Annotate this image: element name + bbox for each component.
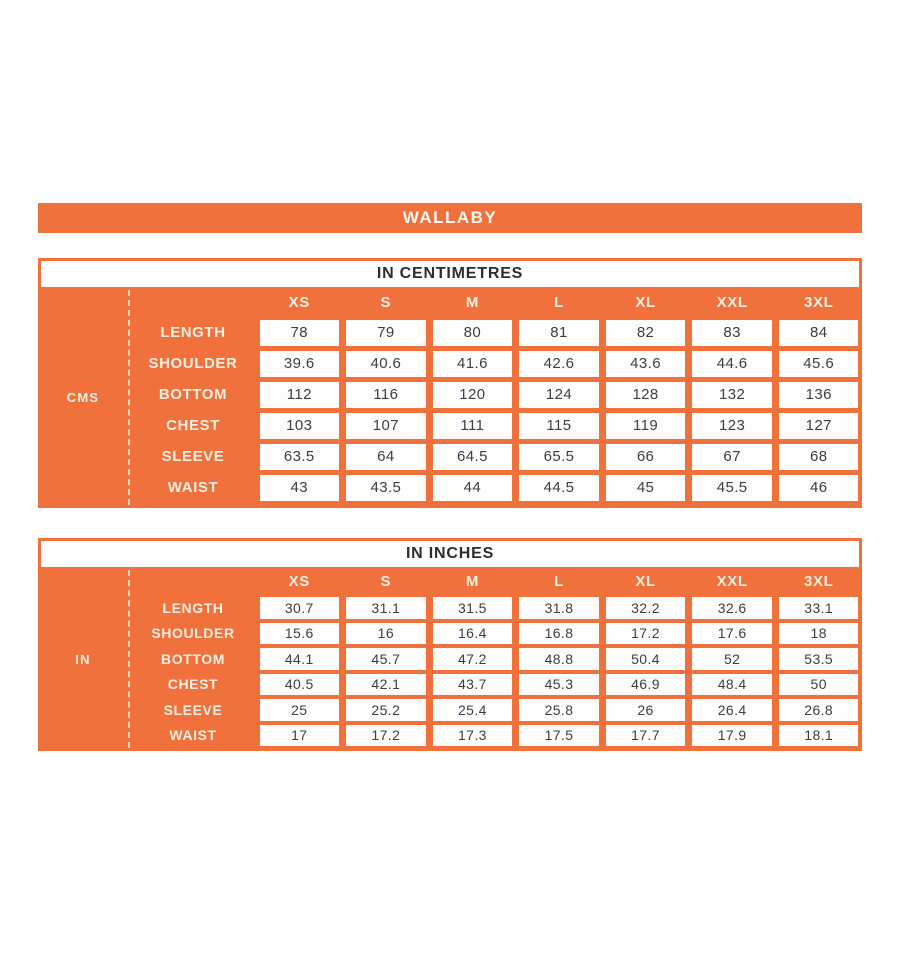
measurement-value: 42.1 xyxy=(346,674,426,696)
inches-size-table xyxy=(38,538,862,751)
measurement-label: LENGTH xyxy=(162,599,224,616)
size-column-header: XS xyxy=(288,572,310,590)
measurement-value: 64 xyxy=(346,444,426,470)
measurement-value: 43.5 xyxy=(346,475,426,501)
measurement-value: 112 xyxy=(260,382,340,408)
measurement-label: WAIST xyxy=(169,727,217,744)
measurement-value: 53.5 xyxy=(779,648,859,670)
unit-label-in: IN xyxy=(75,651,91,667)
measurement-value: 17.7 xyxy=(606,725,686,747)
corner-spacer xyxy=(130,567,256,595)
measurement-value: 45.6 xyxy=(779,351,859,377)
measurement-value: 40.5 xyxy=(260,674,340,696)
measurement-value: 17.2 xyxy=(606,623,686,645)
measurement-value: 45 xyxy=(606,475,686,501)
size-column-header: XL xyxy=(635,572,656,590)
measurement-value: 50.4 xyxy=(606,648,686,670)
measurement-value: 32.2 xyxy=(606,597,686,619)
size-column-header: L xyxy=(554,572,564,590)
measurement-value: 18.1 xyxy=(779,725,859,747)
measurement-value: 43 xyxy=(260,475,340,501)
measurement-value: 42.6 xyxy=(519,351,599,377)
measurement-value: 26.8 xyxy=(779,699,859,721)
measurement-label: SLEEVE xyxy=(163,701,223,718)
measurement-value: 123 xyxy=(692,413,772,439)
size-column-header: XS xyxy=(288,293,310,311)
measurement-value: 17 xyxy=(260,725,340,747)
measurement-value: 48.4 xyxy=(692,674,772,696)
size-grid-in xyxy=(130,567,862,751)
size-grid-cms xyxy=(130,287,862,508)
table-body xyxy=(38,287,862,508)
measurement-value: 33.1 xyxy=(779,597,859,619)
table-title-centimetres xyxy=(38,258,862,287)
measurement-value: 115 xyxy=(519,413,599,439)
measurement-value: 128 xyxy=(606,382,686,408)
measurement-value: 103 xyxy=(260,413,340,439)
corner-spacer xyxy=(130,287,256,317)
table-title-text: IN CENTIMETRES xyxy=(376,265,524,282)
size-column-header: M xyxy=(465,293,479,311)
measurement-value: 25.2 xyxy=(346,699,426,721)
measurement-value: 81 xyxy=(519,320,599,346)
measurement-value: 65.5 xyxy=(519,444,599,470)
measurement-value: 127 xyxy=(779,413,859,439)
measurement-value: 116 xyxy=(346,382,426,408)
measurement-label: LENGTH xyxy=(160,324,226,341)
measurement-value: 132 xyxy=(692,382,772,408)
measurement-label: BOTTOM xyxy=(158,386,228,403)
measurement-value: 44.6 xyxy=(692,351,772,377)
size-column-header: 3XL xyxy=(804,293,834,311)
measurement-value: 25.8 xyxy=(519,699,599,721)
measurement-label: WAIST xyxy=(167,479,219,496)
measurement-value: 25.4 xyxy=(433,699,513,721)
measurement-value: 67 xyxy=(692,444,772,470)
measurement-value: 31.1 xyxy=(346,597,426,619)
measurement-label: CHEST xyxy=(167,676,219,693)
measurement-value: 68 xyxy=(779,444,859,470)
measurement-value: 26.4 xyxy=(692,699,772,721)
product-title: WALLABY xyxy=(402,208,498,227)
measurement-value: 45.3 xyxy=(519,674,599,696)
measurement-value: 48.8 xyxy=(519,648,599,670)
table-title-inches xyxy=(38,538,862,567)
measurement-value: 16.8 xyxy=(519,623,599,645)
measurement-value: 78 xyxy=(260,320,340,346)
measurement-value: 30.7 xyxy=(260,597,340,619)
measurement-value: 44.1 xyxy=(260,648,340,670)
size-column-header: L xyxy=(554,293,564,311)
measurement-value: 26 xyxy=(606,699,686,721)
size-column-header: M xyxy=(465,572,479,590)
measurement-label: SLEEVE xyxy=(161,448,225,465)
measurement-value: 31.5 xyxy=(433,597,513,619)
measurement-value: 17.9 xyxy=(692,725,772,747)
centimetres-size-table xyxy=(38,258,862,508)
measurement-value: 41.6 xyxy=(433,351,513,377)
size-column-header: S xyxy=(380,293,392,311)
measurement-value: 63.5 xyxy=(260,444,340,470)
measurement-value: 16 xyxy=(346,623,426,645)
measurement-value: 47.2 xyxy=(433,648,513,670)
unit-label-cms: CMS xyxy=(66,390,100,405)
table-title-text: IN INCHES xyxy=(405,545,495,562)
measurement-value: 18 xyxy=(779,623,859,645)
measurement-value: 32.6 xyxy=(692,597,772,619)
measurement-value: 39.6 xyxy=(260,351,340,377)
measurement-value: 84 xyxy=(779,320,859,346)
measurement-value: 52 xyxy=(692,648,772,670)
measurement-value: 31.8 xyxy=(519,597,599,619)
size-column-header: S xyxy=(380,572,392,590)
measurement-value: 83 xyxy=(692,320,772,346)
measurement-value: 46 xyxy=(779,475,859,501)
measurement-value: 15.6 xyxy=(260,623,340,645)
measurement-value: 17.2 xyxy=(346,725,426,747)
measurement-value: 40.6 xyxy=(346,351,426,377)
product-title-bar xyxy=(38,203,862,233)
measurement-value: 43.7 xyxy=(433,674,513,696)
size-column-header: XXL xyxy=(716,293,748,311)
measurement-value: 82 xyxy=(606,320,686,346)
size-column-header: XL xyxy=(635,293,656,311)
measurement-label: SHOULDER xyxy=(151,625,235,642)
measurement-value: 17.3 xyxy=(433,725,513,747)
measurement-value: 64.5 xyxy=(433,444,513,470)
measurement-value: 136 xyxy=(779,382,859,408)
measurement-value: 50 xyxy=(779,674,859,696)
measurement-value: 80 xyxy=(433,320,513,346)
measurement-value: 111 xyxy=(433,413,513,439)
size-column-header: XXL xyxy=(716,572,748,590)
measurement-value: 107 xyxy=(346,413,426,439)
measurement-value: 45.5 xyxy=(692,475,772,501)
measurement-value: 79 xyxy=(346,320,426,346)
measurement-value: 119 xyxy=(606,413,686,439)
measurement-value: 46.9 xyxy=(606,674,686,696)
measurement-value: 124 xyxy=(519,382,599,408)
measurement-value: 44.5 xyxy=(519,475,599,501)
measurement-value: 120 xyxy=(433,382,513,408)
measurement-value: 17.6 xyxy=(692,623,772,645)
size-column-header: 3XL xyxy=(804,572,834,590)
measurement-label: CHEST xyxy=(166,417,220,434)
measurement-value: 43.6 xyxy=(606,351,686,377)
measurement-value: 66 xyxy=(606,444,686,470)
measurement-value: 44 xyxy=(433,475,513,501)
measurement-label: SHOULDER xyxy=(148,355,238,372)
measurement-value: 16.4 xyxy=(433,623,513,645)
measurement-value: 17.5 xyxy=(519,725,599,747)
table-body xyxy=(38,567,862,751)
measurement-value: 25 xyxy=(260,699,340,721)
measurement-value: 45.7 xyxy=(346,648,426,670)
measurement-label: BOTTOM xyxy=(160,650,225,667)
